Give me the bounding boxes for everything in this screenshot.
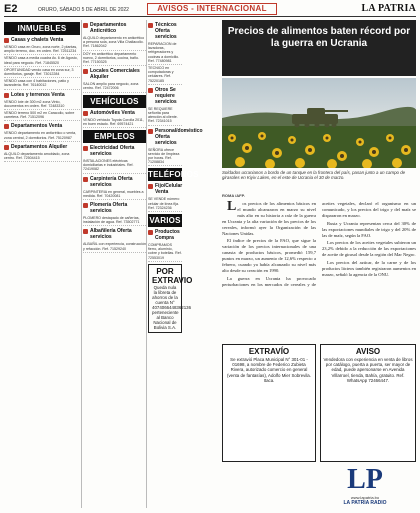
subcategory-header: Plomería Oferta servicios xyxy=(83,201,146,215)
radio-logo xyxy=(314,465,416,509)
logo-name: LA PATRIA RADIO xyxy=(343,500,387,506)
subcategory-header: Productos Compra xyxy=(148,228,182,242)
photo-caption: Soldados ucranianos a bordo de un tanque en la frontera del país, pasan junto a un campo de girasoles en Kiyiv Lakes, en el este de Ucrania el 30 de marzo. xyxy=(222,170,406,181)
classified-ad: ALQUILO departamento amoblado, zona centro. Ref. 72504415 xyxy=(4,151,80,162)
classified-ad: VENDO terreno 500 m2 en Caracollo, sobre carretera. Ref. 71512096 xyxy=(4,110,80,121)
classified-ad: SE VENDE número celular de línea fija. Ref. 72324236 xyxy=(148,196,182,212)
classified-ad: VENDO vehículo Toyota Corolla 2011, en buen estado. Ref. 69574421 xyxy=(83,117,146,128)
section-title: AVISOS - INTERNACIONAL xyxy=(147,3,277,15)
classified-ad: ALQUILO departamento en anticrético a persona sola, zona Villa Challacollo. Ref. 71862042 xyxy=(83,35,146,51)
subcategory-header: Fijo/Celular Venta xyxy=(148,182,182,196)
category-header: INMUEBLES xyxy=(4,22,80,35)
subcategory-header: Departamentos Venta xyxy=(4,122,80,130)
article-paragraph: Los precios del azúcar, de la carne y de los productos lácteos también registraron aumentos en marzo, señaló la agencia de la ONU. xyxy=(322,260,416,277)
article-paragraph: Rusia y Ucrania representan cerca del 30% de las exportaciones mundiales de trigo y del 20% de las de maíz, según la FAO. xyxy=(322,220,416,238)
subcategory-header: Electricidad Oferta servicios xyxy=(83,144,146,158)
ad-body: Vendedora con experiencia en venta de libros por catálogo, puerta a puerta, ser mayor de edad, puede apersonarse en Avenida Villarroel, tienda, Bahía, gratuito. Ref. WhatsApp 72466447. xyxy=(323,357,413,383)
classified-ad: SALON amplio para negocio, zona centro. Ref. 72472006 xyxy=(83,81,146,92)
article-headline: Precios de alimentos baten récord por la guerra en Ucrania xyxy=(222,20,416,76)
subcategory-header: Departamentos Alquiler xyxy=(4,143,80,151)
logo-url: www.lapatria.bo xyxy=(350,495,380,500)
page-header xyxy=(4,3,416,17)
category-header: EMPLEOS xyxy=(83,130,146,143)
classified-ad: VENDO casa a media cuadra Av. 6 de Agosto, ideal para negocio. Ref. 71845520 xyxy=(4,55,80,66)
drop-cap: L xyxy=(227,199,237,214)
subcategory-header: Técnicos Oferta servicios xyxy=(148,21,182,41)
page-date: ORURO, SÁBADO 5 DE ABRIL DE 2022 xyxy=(38,7,129,13)
article-paragraph: El índice de precios de la FAO, que sigue la variación de los precios internacionales de una canasta de productos básicos, promedió 159,7 puntos en marzo, un aumento de 12,6% respecto a febrero, cuando ya había alcanzado su nivel más alto desde su creación en 1990. xyxy=(222,238,316,273)
subcategory-header: Automóviles Venta xyxy=(83,109,146,117)
lost-notice-ad xyxy=(222,344,316,462)
classifieds-column-1 xyxy=(4,20,80,162)
classified-ad: ALBAÑIL con experiencia, construcción y refacción. Ref. 71529240 xyxy=(83,241,146,252)
classified-ad: TECNICO en computadoras y celulares. Ref. 75220185 xyxy=(148,65,182,85)
classified-ad: DOY en anticrético departamento nuevo, 2 dormitorios, cocina, baño. Ref. 77150325 xyxy=(83,51,146,67)
ad-body: Se extravió Placa Municipal N° 301-01 - 01698, a nombre de Federico Zubieta Rivera, autorizado comercio en general (venta de fantasías), Adolfo Mier Sobrevila. Itaca. xyxy=(227,357,311,383)
category-header: TELÉFONOS xyxy=(148,170,199,180)
category-header: VEHÍCULOS xyxy=(83,95,146,108)
article-credit: ROMA /AFP. xyxy=(222,193,245,198)
article-photo xyxy=(222,78,416,168)
article-paragraph: Los precios de los aceites vegetales subieron un 23,2% debido a la reducción de las exportaciones de aceite de girasol desde la región del Mar Negro. xyxy=(322,240,416,258)
classified-ad: VENDO lote de 300 m2 zona Vinto, documentos en orden. Ref. 72483310 xyxy=(4,99,80,110)
article-paragraph: L os precios de los alimentos básicos en el mundo alcanzaron en marzo su nivel más alto en su historia a raíz de la guerra en Ucrania y la alta variación de los precios de los cereales, informó ayer la Organización de las Naciones Unidas. xyxy=(222,199,316,236)
classifieds-column-3 xyxy=(148,20,203,335)
lost-notice-ad xyxy=(148,264,193,333)
classified-ad: PLOMERO destapado de cañerías, instalación de agua. Ref. 73502771 xyxy=(83,215,146,226)
article-paragraph: La guerra en Ucrania ha provocado perturbaciones en los mercados de cereales y de aceites vegetales, declaró el organismo en un comunicado, y los precios del trigo y del maíz se dispararon en marzo. xyxy=(222,201,416,287)
subcategory-header: Albañilería Oferta servicios xyxy=(83,227,146,241)
newspaper-logo: LA PATRIA xyxy=(361,3,416,14)
subcategory-header: Personal/doméstico Oferta servicios xyxy=(148,127,182,147)
column-divider xyxy=(146,20,147,508)
subcategory-header: Otros Se requiere servicios xyxy=(148,86,182,106)
subcategory-header: Carpintería Oferta servicios xyxy=(83,175,146,189)
logo-letters: LP xyxy=(347,464,383,495)
category-header: VARIOS xyxy=(149,216,181,226)
section-code: E2 xyxy=(4,3,18,15)
classified-ad: VENDO casa en Oruro, zona norte, 2 plantas, amplio terreno, doc. en orden. Ref. 72511234 xyxy=(4,44,80,55)
classified-ad: CARPINTERIA en general, muebles a medida. Ref. 70420081 xyxy=(83,189,146,200)
job-notice-ad xyxy=(320,344,416,462)
ad-title: AVISO xyxy=(355,347,381,356)
subcategory-header: Casas y chalets Venta xyxy=(4,36,80,44)
subcategory-header: Departamentos Anticrético xyxy=(83,21,146,35)
subcategory-header: Locales Comerciales Alquiler xyxy=(83,67,146,81)
column-divider xyxy=(81,20,82,508)
classified-ad: VENDO departamento en anticrético o venta, zona central, 2 dormitorios. Ref. 75120987 xyxy=(4,130,80,141)
classified-ad: SEÑORA ofrece servicio de limpieza por horas. Ref. 71208834 xyxy=(148,147,182,167)
ad-title: POR EXTRAVIO xyxy=(152,266,193,285)
classified-ad: OPORTUNIDAD vendo casa en zona sur, 3 dormitorios, garaje. Ref. 73012284 xyxy=(4,67,80,78)
classified-ad: REPARACION de lavadoras, refrigeradores y cocinas a domicilio. Ref. 77480981 xyxy=(148,41,182,65)
classified-ad: COMPRAMOS fierro, aluminio, cobre y botellas. Ref. 72553019 xyxy=(148,242,182,262)
classified-ad: INSTALACIONES eléctricas domiciliarias e industriales. Ref. 72419082 xyxy=(83,158,146,174)
classified-ad: SE REQUIERE señorita para atención al cliente. Ref. 72341015 xyxy=(148,106,182,126)
ad-body: Queda nula la libreta de ahorros de la cuenta N° 4074066448362136 perteneciente al Banco Nacional de Bolivia S.A. xyxy=(152,284,192,330)
classifieds-column-2 xyxy=(83,20,146,253)
classified-ad: VENDO casa con 4 habitaciones, patio y lavandería. Ref. 76140012 xyxy=(4,78,80,89)
sunflower-field-photo xyxy=(222,78,416,168)
subcategory-header: Lotes y terrenos Venta xyxy=(4,91,80,99)
ad-title: EXTRAVÍO xyxy=(248,347,290,356)
news-article xyxy=(222,20,416,342)
article-body xyxy=(222,201,416,288)
